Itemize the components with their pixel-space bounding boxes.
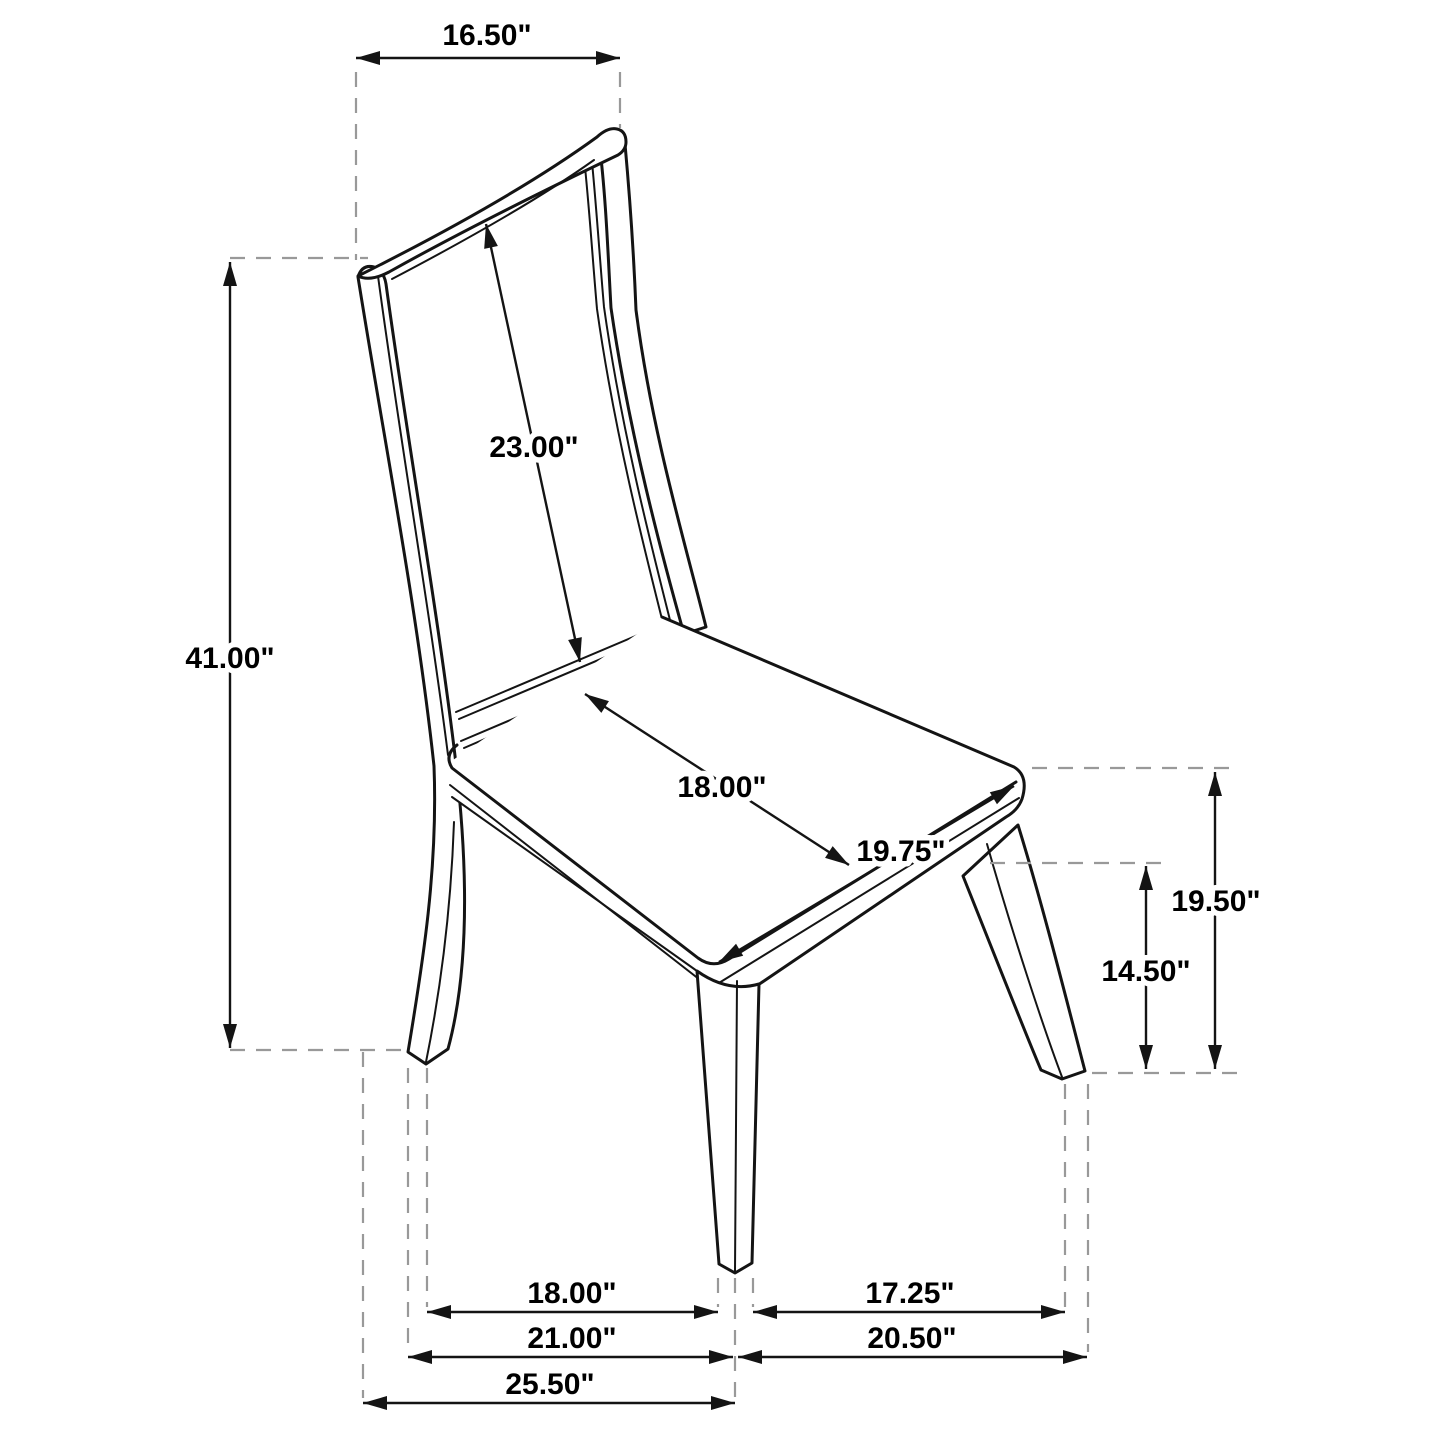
dim-back-height-label: 23.00": [489, 431, 579, 464]
chair-back-left-post-and-rear-left-leg: [358, 266, 465, 1064]
dim-leg-stance-rear-outer-label: 20.50": [867, 1322, 957, 1355]
dim-seat-height-label: 19.50": [1171, 885, 1261, 918]
dim-back-height: [486, 224, 580, 662]
dim-overall-height: [185, 262, 274, 1048]
dim-leg-stance-front-inner: [427, 1277, 718, 1312]
chair-front-leg: [697, 971, 759, 1273]
dim-leg-stance-rear-inner-label: 17.25": [865, 1277, 955, 1310]
dim-seat-height: [1171, 772, 1260, 1069]
dim-leg-stance-front-outer-label: 21.00": [527, 1322, 617, 1355]
dim-overall-depth-label: 25.50": [505, 1368, 595, 1401]
chair-back-right-post: [599, 141, 706, 634]
dim-seat-frame-height-label: 14.50": [1101, 955, 1191, 988]
dim-back-width: [356, 19, 620, 58]
dim-leg-stance-front-inner-label: 18.00": [527, 1277, 617, 1310]
chair-line-art: [358, 129, 1085, 1273]
dim-leg-stance-rear-outer: [738, 1322, 1087, 1357]
dim-back-width-label: 16.50": [442, 19, 532, 52]
dim-overall-height-label: 41.00": [185, 642, 275, 675]
chair-back-left-post-piping: [378, 276, 448, 755]
dim-overall-depth: [363, 1368, 735, 1403]
dim-seat-width-label: 19.75": [856, 835, 946, 868]
dim-leg-stance-rear-inner: [753, 1277, 1065, 1312]
dim-seat-depth-label: 18.00": [677, 771, 767, 804]
dim-leg-stance-front-outer: [408, 1322, 733, 1357]
